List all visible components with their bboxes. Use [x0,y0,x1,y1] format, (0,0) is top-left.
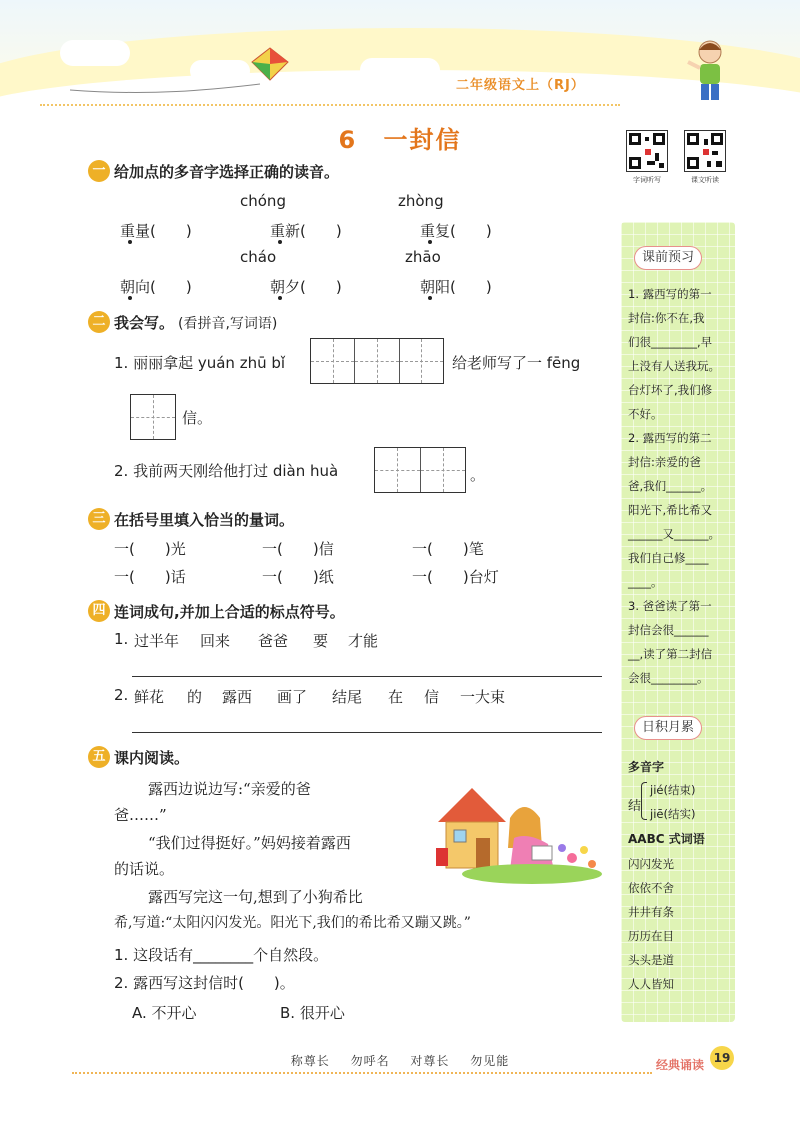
measure-word-item: 一( )光 [114,540,186,558]
sidebar-tag: 课前预习 [634,246,702,270]
answer-line[interactable] [132,732,602,733]
lesson-name: 一封信 [383,126,462,154]
qr-label: 字词听写 [633,176,661,184]
preview-notes [628,282,732,690]
preview-line: 们很________,早 [628,335,713,349]
polyphone-item: 重复( ) [420,222,492,240]
aabc-word: 人人皆知 [628,977,674,991]
emphasis-dot [128,240,132,244]
emphasis-dot [428,296,432,300]
word-item: 过半年 [134,632,180,650]
emphasis-dot [278,240,282,244]
preview-line: ____。 [628,575,663,589]
pinyin: zhòng [398,192,444,210]
motto-phrase: 对尊长 [410,1054,450,1068]
emphasis-dot [428,240,432,244]
footer-divider [72,1072,652,1074]
grid-cell[interactable] [355,339,399,383]
section-title: 在括号里填入恰当的量词。 [114,511,295,529]
polyphone-reading: jiē(结实) [650,807,696,821]
grid-cell[interactable] [311,339,355,383]
header-banner [0,0,800,108]
aabc-word: 头头是道 [628,953,674,967]
header-divider [40,104,620,106]
grid-cell[interactable] [400,339,443,383]
section-badge: 一 [88,160,110,182]
passage-line: 的话说。 [114,860,175,878]
preview-line: 爸,我们______。 [628,479,713,493]
brace-icon [641,782,647,820]
word-item: 爸爸 [258,632,289,650]
section-title: 我会写。 [114,314,175,332]
aabc-word: 井井有条 [628,905,674,919]
word-item: 画了 [277,688,308,706]
boy-illustration-icon [686,38,736,104]
answer-option[interactable]: A. 不开心 [132,1004,197,1022]
word-item: 在 [388,688,404,706]
pinyin: zhāo [405,248,441,266]
word-item: 露西 [222,688,253,706]
polyphone-item: 朝阳( ) [420,278,492,296]
passage-line: 露西写完这一句,想到了小狗希比 [148,888,363,906]
kite-string [70,60,270,100]
cloud-icon [360,58,440,82]
lesson-number: 6 [338,126,358,154]
section-badge: 四 [88,600,110,622]
preview-line: 会很________。 [628,671,709,685]
section-badge: 五 [88,746,110,768]
aabc-word: 依依不舍 [628,881,674,895]
section-title: 连词成句,并加上合适的标点符号。 [114,603,345,621]
aabc-word: 闪闪发光 [628,857,674,871]
word-item: 鲜花 [134,688,165,706]
page-number: 19 [710,1046,734,1070]
word-item: 一大束 [460,688,506,706]
motto-phrase: 勿见能 [470,1054,510,1068]
question-text: 。 [470,466,486,484]
passage-line: 露西边说边写:“亲爱的爸 [148,780,311,798]
book-title: 二年级语文上（RJ） [456,78,585,93]
preview-line: 2. 露西写的第二 [628,431,712,445]
polyphone-item: 朝夕( ) [270,278,342,296]
measure-word-item: 一( )话 [114,568,186,586]
writing-grid[interactable] [130,394,176,440]
motto-phrase: 勿呼名 [350,1054,390,1068]
lesson-title [0,120,800,155]
section-subtitle: (看拼音,写词语) [178,316,278,332]
polyphone-reading: jié(结束) [650,783,696,797]
aabc-heading: AABC 式词语 [628,832,705,846]
section-badge: 二 [88,311,110,333]
measure-word-item: 一( )纸 [262,568,334,586]
polyphone-item: 朝向( ) [120,278,192,296]
qr-label: 课文听读 [691,176,719,184]
polyphone-char: 结 [628,799,642,814]
passage-line: 爸……” [114,806,167,824]
grid-cell[interactable] [375,448,421,492]
sidebar-tag: 日积月累 [634,716,702,740]
qr-code-icon[interactable] [684,130,726,172]
question-number: 1. [114,630,129,648]
word-item: 结尾 [332,688,363,706]
measure-word-item: 一( )信 [262,540,334,558]
preview-line: ______又______。 [628,527,720,541]
pinyin: chóng [240,192,286,210]
preview-line: 上没有人送我玩。 [628,359,720,373]
writing-grid[interactable] [310,338,444,384]
measure-word-item: 一( )笔 [412,540,484,558]
answer-option[interactable]: B. 很开心 [280,1004,345,1022]
word-item: 才能 [348,632,379,650]
section-title: 给加点的多音字选择正确的读音。 [114,163,340,181]
grid-cell[interactable] [421,448,466,492]
preview-line: 封信会很______ [628,623,709,637]
answer-line[interactable] [132,676,602,677]
question-text: 给老师写了一 fēng [452,354,581,372]
girl-writing-illustration [432,778,602,886]
aabc-word: 历历在目 [628,929,674,943]
question-text: 信。 [182,409,213,427]
preview-line: __,读了第二封信 [628,647,713,661]
passage-line: 希,写道:“太阳闪闪发光。阳光下,我们的希比希又蹦又跳。” [114,915,471,931]
preview-line: 台灯坏了,我们修 [628,383,713,397]
word-item: 信 [424,688,440,706]
question-text: 2. 我前两天刚给他打过 diàn huà [114,462,339,480]
section-title: 课内阅读。 [114,749,190,767]
preview-line: 封信:亲爱的爸 [628,455,701,469]
word-item: 回来 [200,632,231,650]
word-item: 要 [313,632,329,650]
preview-line: 封信:你不在,我 [628,311,705,325]
preview-line: 我们自己修____ [628,551,709,565]
emphasis-dot [278,296,282,300]
section-badge: 三 [88,508,110,530]
qr-code-icon[interactable] [626,130,668,172]
question-text: 1. 丽丽拿起 yuán zhū bǐ [114,354,286,372]
preview-line: 3. 爸爸读了第一 [628,599,712,613]
writing-grid[interactable] [374,447,466,493]
question-number: 2. [114,686,129,704]
polyphone-item: 重量( ) [120,222,192,240]
emphasis-dot [128,296,132,300]
passage-line: “我们过得挺好。”妈妈接着露西 [148,834,351,852]
reading-question: 1. 这段话有________个自然段。 [114,946,329,964]
measure-word-item: 一( )台灯 [412,568,499,586]
footer-brand: 经典诵读 [656,1058,705,1072]
motto-phrase: 称尊长 [290,1054,330,1068]
polyphone-item: 重新( ) [270,222,342,240]
preview-line: 不好。 [628,407,663,421]
reading-question: 2. 露西写这封信时( )。 [114,974,295,992]
preview-line: 1. 露西写的第一 [628,287,712,301]
grid-cell[interactable] [131,395,175,439]
preview-line: 阳光下,希比希又 [628,503,713,517]
polyphone-heading: 多音字 [628,760,665,774]
word-item: 的 [187,688,203,706]
pinyin: cháo [240,248,277,266]
